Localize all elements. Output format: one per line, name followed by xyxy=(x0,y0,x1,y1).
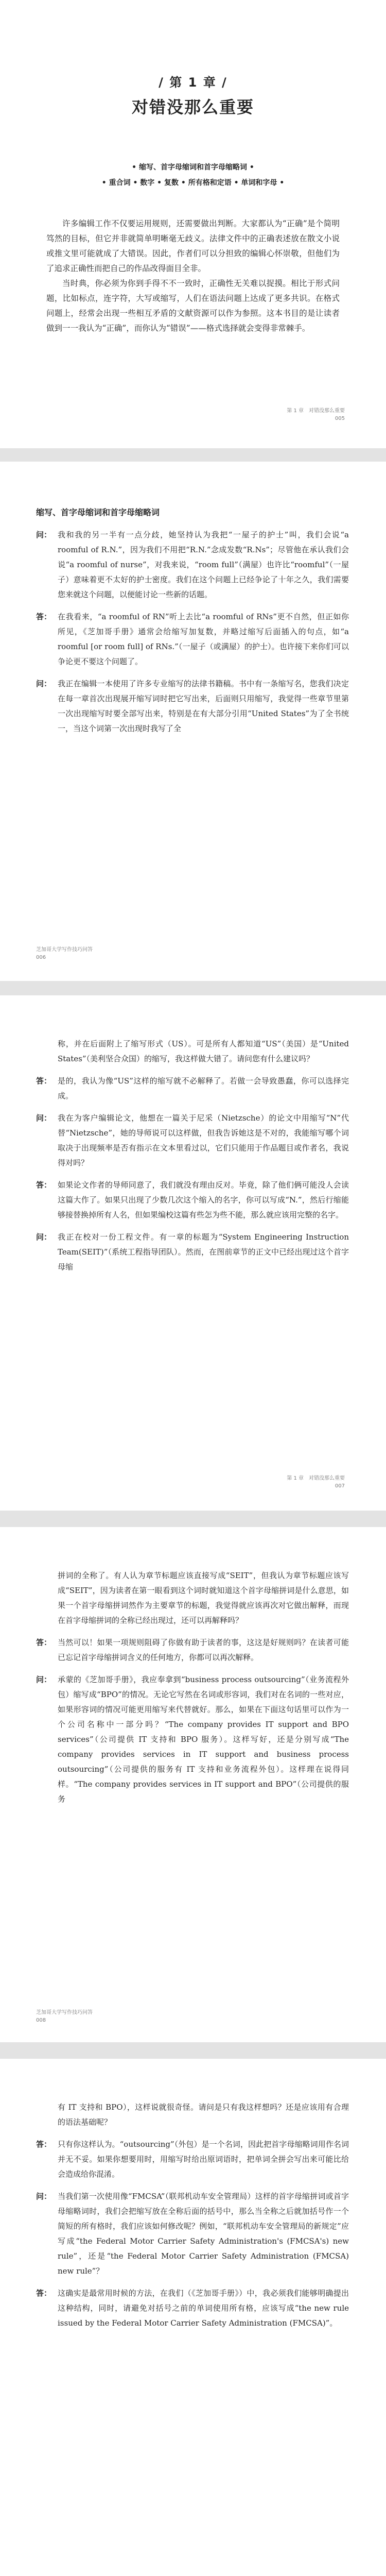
page-1 xyxy=(0,0,386,448)
chapter-topics xyxy=(0,160,386,191)
qa-list xyxy=(36,528,349,743)
qa-text: 只有你这样认为。“outsourcing”（外包）是一个名词，因此把首字母缩略词用作名词并无不妥。如果你想要用时，用缩写时给出原词语时，把单词全拼会写出来可能比给会造成给你混淆。 xyxy=(58,2140,349,2179)
qa-text: 当我们第一次使用像“FMCSA”（联邦机动车安全管理局）这样的首字母缩拼词或首字母缩略词时，我们会把缩写放在全称后面的括号中，那么当全称之后就加括号作一个简短的所有格时，我们应该如何修改呢？例如，“联邦机动车安全管理局的新规定”应写成“the Federal Motor Carrier Safety Administration's (FMCSA's) new rule”，还是“the Federal Motor Carrier Safety Administration (FMCSA) new rule”？ xyxy=(58,2192,349,2276)
answer-tag: 答： xyxy=(36,612,52,621)
question-tag: 问： xyxy=(36,679,52,688)
page-footer xyxy=(287,407,345,422)
page-footer xyxy=(36,946,93,961)
chapter-intro xyxy=(46,216,340,336)
qa-item xyxy=(36,2189,349,2279)
qa-item xyxy=(36,609,349,669)
page-5 xyxy=(0,2059,386,2576)
page-number: 008 xyxy=(36,2018,46,2023)
qa-list xyxy=(36,2100,349,2338)
running-title: 第 1 章 对错没那么重要 xyxy=(287,408,345,414)
question-tag: 问： xyxy=(36,2192,52,2201)
qa-continuation: 拼词的全称了。有人认为章节标题应该直接写成“SEIT”，但我认为章节标题应该写成“SEIT”，因为读者在第一眼看到这个词时就知道这个首字母缩拼词是什么意思，如果一个首字母缩拼词然作为主要章节的标题，我觉得就应该再次对它做出解释，而现在首字母缩拼词的全称已经出现过，还可以再解释吗？ xyxy=(58,1571,349,1625)
intro-paragraph: 当时典，你必须为你到手得不不一致时，正确性无关难以捉摸。相比于形式问题，比如标点，连字符，大写或缩写，人们在语法问题上达成了更多共识。在格式问题上，经常会出现一些相互矛盾的文献资源可以作为参照。这本书目的是让读者做到一一我认为“正确”，而你认为“错误”——格式选择就会变得非常棘手。 xyxy=(46,279,340,333)
page-number: 006 xyxy=(36,955,46,960)
chapter-title-block xyxy=(0,72,386,118)
qa-text: 承蒙的《芝加哥手册》，我应奉拿到“business process outsourcing”（业务流程外包）缩写成“BPO”的情况。无论它写然在名词或形容词，我们对在名词的一些对应，如果形容词的情况可能更用缩写来代替就好。那么，如果在下面这句话里可以作为一个公司名称中一部分吗？“The company provides IT support and BPO services”（公司提供 IT 支持和 BPO 服务）。这样写好，还是分别写成“The company provides services in IT support and business process outsourcing”（公司提供的服务有 IT 支持和业务流程外包）。这样理在说得同样。“The company provides services in IT support and BPO”（公司提供的服务 xyxy=(58,1675,349,1804)
question-tag: 问： xyxy=(36,1232,52,1242)
qa-continuation: 有 IT 支持和 BPO），这样说就很奇怪。请问是只有我这样想吗？还是应该用有合理的语法基础呢？ xyxy=(58,2103,349,2127)
running-title: 第 1 章 对错没那么重要 xyxy=(287,1476,345,1481)
page-footer xyxy=(36,2009,93,2024)
qa-list xyxy=(36,1037,349,1282)
qa-item xyxy=(36,1635,349,1665)
topic-line: • 缩写、首字母缩词和首字母缩略词 • xyxy=(132,163,254,172)
running-title: 芝加哥大学写作技巧问答 xyxy=(36,2010,93,2015)
qa-text: 是的，我认为像“US”这样的缩写就不必解释了。若做一会导致愚蠢，你可以选择完成。 xyxy=(58,1076,349,1100)
qa-text: 如果论文作者的导师同意了，我们就没有理由反对。毕竟，除了他们俩可能没人会读这篇大作了。如果只出现了少数几次这个缩入的名字，你可以写成“N.”，然后行缩能够接替换掉所有人名，但如果编校这篇有些怎为些不能，那么就应该用完整的名字。 xyxy=(58,1180,349,1219)
running-title: 芝加哥大学写作技巧问答 xyxy=(36,947,93,953)
topic-line: • 重合词 • 数字 • 复数 • 所有格和定语 • 单词和字母 • xyxy=(101,179,285,187)
qa-text: 我在为客户编辑论文，他想在一篇关于尼采（Nietzsche）的论文中用缩写“N”代替“Nietzsche”，她的导师说可以这样做，但我告诉她这是不对的，我能缩写哪个词取决于出现频率是否有指示在文本里看过以，它们只能用于作品题目或作者名，我说得对吗？ xyxy=(58,1113,349,1167)
qa-item xyxy=(36,2286,349,2331)
page-number: 007 xyxy=(335,1483,345,1489)
answer-tag: 答： xyxy=(36,2289,52,2298)
qa-text: 在我看来，“a roomful of RN”听上去比“a roomful of RNs”更不自然，但正如你所见，《芝加哥手册》通常会给缩写加复数，并略过缩写后面插入的句点，如“a roomful [or room full] of RNs.”（一屋子（或满屋）的护士）。也许接下来你们可以争论更不要这个问题了。 xyxy=(58,612,349,666)
qa-item xyxy=(36,2137,349,2182)
chapter-number: / 第 1 章 / xyxy=(159,75,227,90)
qa-text: 我正在编辑一本使用了许多专业缩写的法律书籍稿。书中有一条缩写名，您我们决定在每一章首次出现展开缩写词时把它写出来，后面则只用缩写，我觉得一些章节里第一次出现缩写时要全部写出来，特别是在有大部分引用“United States”为了全书统一，当这个词第一次出现时我写了全 xyxy=(58,679,349,733)
page-2 xyxy=(0,462,386,981)
page-3 xyxy=(0,995,386,1511)
answer-tag: 答： xyxy=(36,2140,52,2149)
answer-tag: 答： xyxy=(36,1638,52,1647)
qa-text: 我正在校对一份工程文件。有一章的标题为“System Engineering Instruction Team(SEIT)”（系统工程指导团队）。然而，在图前章节的正文中已经出现过这个首字母缩 xyxy=(58,1232,349,1272)
page-number: 005 xyxy=(335,416,345,421)
qa-item xyxy=(36,1111,349,1171)
question-tag: 问： xyxy=(36,530,52,539)
answer-tag: 答： xyxy=(36,1076,52,1086)
qa-text: 当然可以！如果一项规则阻碍了你做有助于读者的事，这这是好规则吗？在读者可能已忘记首字母缩拼词含义的任何地方，你都可以再次解释。 xyxy=(58,1638,349,1662)
question-tag: 问： xyxy=(36,1675,52,1684)
qa-continuation: 称，并在后面附上了缩写形式（US）。可是所有人都知道“US”（美国）是“United States”（美利坚合众国）的缩写，我这样做大错了。请问您有什么建议吗？ xyxy=(58,1039,349,1063)
qa-item xyxy=(36,1178,349,1223)
chapter-name: 对错没那么重要 xyxy=(131,97,254,117)
qa-item xyxy=(36,676,349,736)
qa-text: 我和我的另一半有一点分歧，她坚持认为我把“一屋子的护士”叫，我们会说“a roomful of R.N.”，因为我们不用把“R.N.”念成发数“R.Ns”；尽管他在承认我们会说“a roomful of nurse”，对我来说，“room full”（满屋）也许比“roomful”（一屋子）意味着更不太好的护士密度。我们在这个问题上已经争论了十年之久，我们需要您来就这个问题，以便能讨论一些新的话题。 xyxy=(58,530,349,599)
page-footer xyxy=(287,1475,345,1490)
qa-item xyxy=(36,1230,349,1275)
qa-list xyxy=(36,1568,349,1814)
answer-tag: 答： xyxy=(36,1180,52,1190)
section-heading: 缩写、首字母缩词和首字母缩略词 xyxy=(36,507,160,517)
qa-item xyxy=(36,1672,349,1807)
intro-paragraph: 许多编辑工作不仅要运用规则，还需要做出判断。大家都认为“正确”是个简明笃然的目标，但它并非就简单明晰毫无歧义。法律文件中的正确表述放在散文小说或推文里可能就成了大错误。因此，作者们可以分担致的编辑心怀崇敬，但他们为了追求正确性而把自己的作品改得面目全非。 xyxy=(46,219,340,273)
qa-text: 这确实是最常用时候的方法，在我们（《芝加哥手册》）中，我必须我们能够明确提出这种结构，同时，请避免对括号之前的单词使用所有格，应该写成“the new rule issued by the Federal Motor Carrier Safety Administration (FMCSA)”。 xyxy=(58,2289,349,2328)
question-tag: 问： xyxy=(36,1113,52,1123)
qa-item xyxy=(36,528,349,602)
qa-item xyxy=(36,1074,349,1104)
page-4 xyxy=(0,1527,386,2042)
